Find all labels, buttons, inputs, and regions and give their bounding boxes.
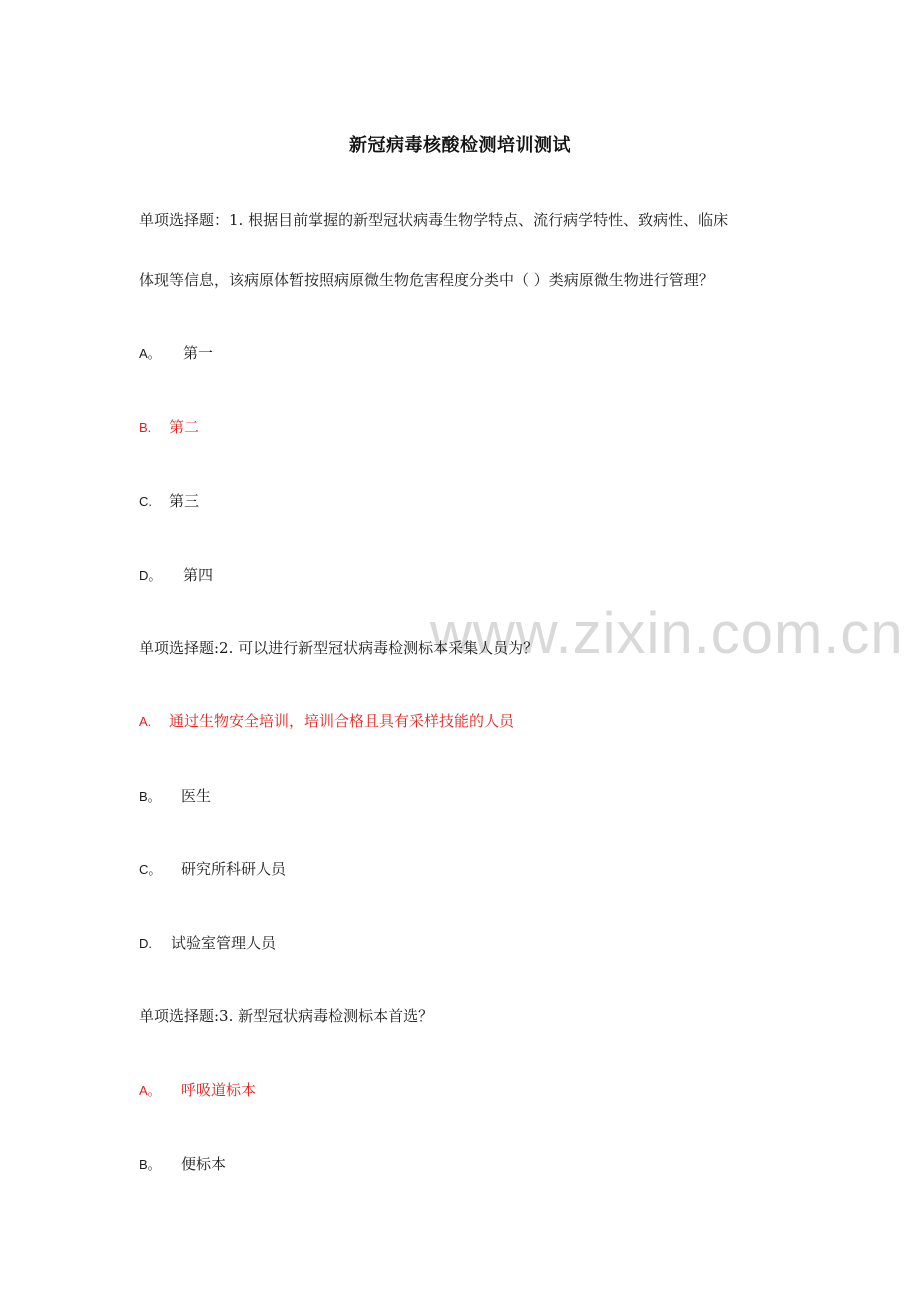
question-3-line-1: 单项选择题:3. 新型冠状病毒检测标本首选？ bbox=[139, 1007, 434, 1025]
question-3-option-a-answer bbox=[139, 1080, 256, 1101]
question-2-option-d bbox=[139, 933, 276, 954]
option-text: 试验室管理人员 bbox=[171, 934, 277, 952]
question-1-option-b-answer bbox=[139, 417, 199, 438]
option-text: 便标本 bbox=[181, 1155, 227, 1173]
option-text: 医生 bbox=[181, 787, 212, 805]
question-1-line-1: 单项选择题：1. 根据目前掌握的新型冠状病毒生物学特点、流行病学特性、致病性、临床 bbox=[139, 211, 729, 229]
option-letter: D。 bbox=[139, 568, 162, 583]
option-text: 第四 bbox=[183, 566, 214, 584]
option-letter: B. bbox=[139, 420, 152, 435]
question-2-option-a-answer bbox=[139, 711, 514, 732]
option-text: 呼吸道标本 bbox=[181, 1081, 257, 1099]
option-letter: C. bbox=[139, 494, 152, 509]
question-2-option-c bbox=[139, 859, 286, 880]
option-text: 通过生物安全培训，培训合格且具有采样技能的人员 bbox=[169, 712, 515, 730]
question-1-option-a bbox=[139, 343, 213, 364]
question-3-option-b bbox=[139, 1154, 226, 1175]
option-letter: A. bbox=[139, 714, 152, 729]
question-2-line-1: 单项选择题:2. 可以进行新型冠状病毒检测标本采集人员为？ bbox=[139, 639, 539, 657]
option-letter: A。 bbox=[139, 1083, 161, 1098]
option-letter: D. bbox=[139, 936, 152, 951]
question-2-option-b bbox=[139, 786, 211, 807]
option-letter: C。 bbox=[139, 862, 162, 877]
question-1-line-2: 体现等信息，该病原体暂按照病原微生物危害程度分类中（ ）类病原微生物进行管理？ bbox=[139, 271, 714, 289]
option-text: 第三 bbox=[169, 492, 200, 510]
document-title: 新冠病毒核酸检测培训测试 bbox=[349, 135, 571, 156]
question-1-option-c bbox=[139, 491, 199, 512]
option-text: 第二 bbox=[169, 418, 200, 436]
option-text: 第一 bbox=[183, 344, 214, 362]
option-letter: A。 bbox=[139, 346, 161, 361]
option-text: 研究所科研人员 bbox=[181, 860, 287, 878]
option-letter: B。 bbox=[139, 789, 161, 804]
watermark: www.zixin.com.cn bbox=[430, 601, 904, 666]
question-1-option-d bbox=[139, 565, 213, 586]
option-letter: B。 bbox=[139, 1157, 161, 1172]
